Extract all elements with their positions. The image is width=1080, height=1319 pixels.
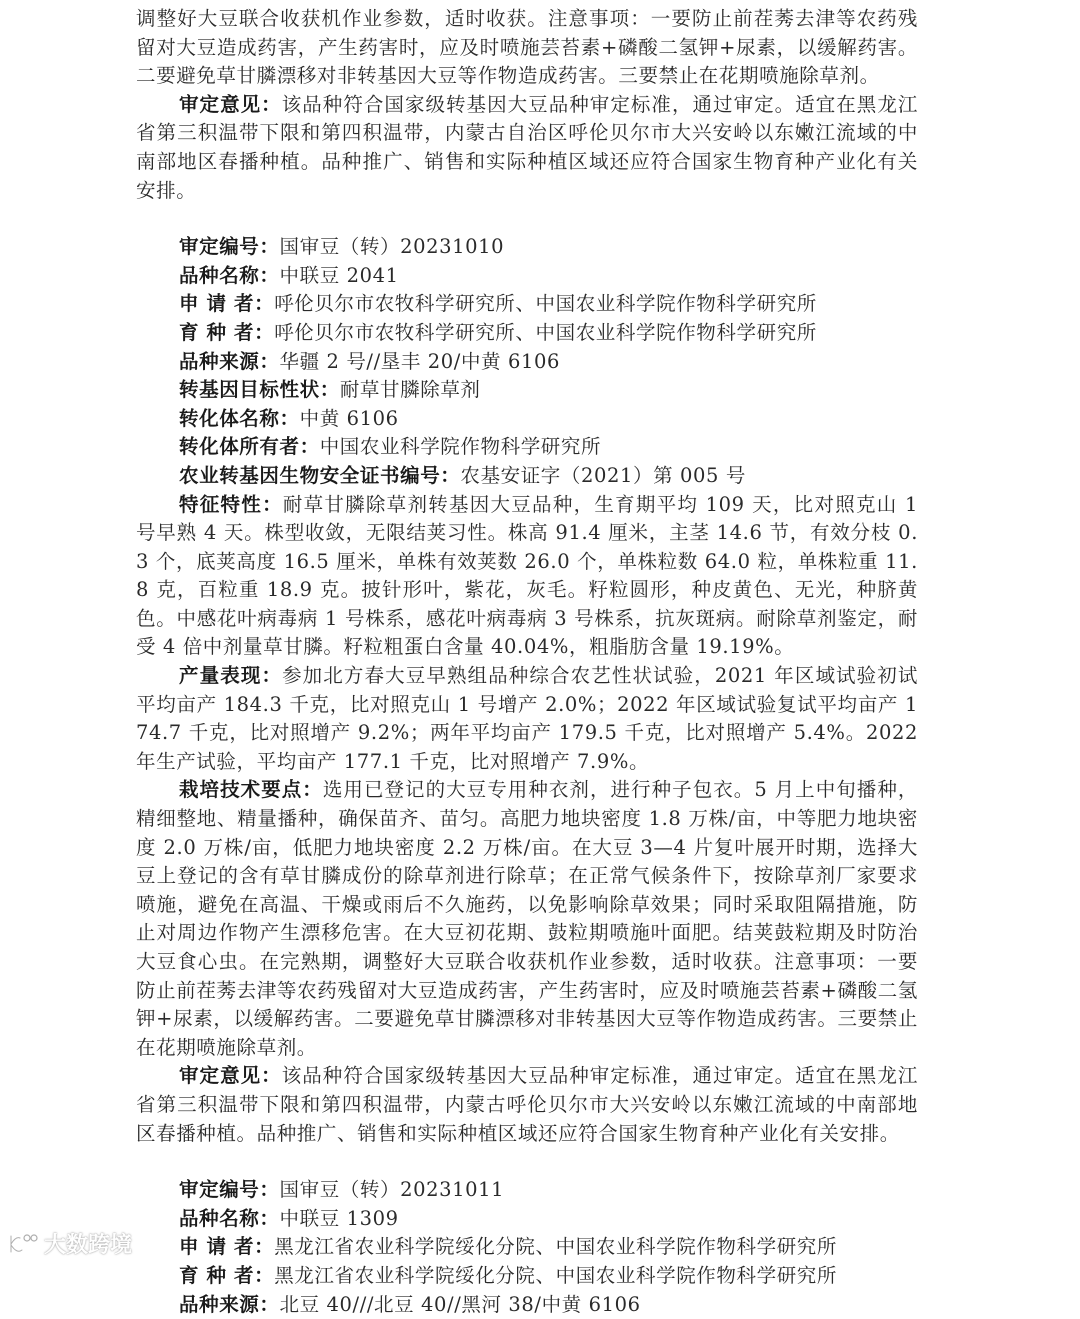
field-label: 申 请 者：	[179, 292, 275, 316]
paragraph-text: 选用已登记的大豆专用种衣剂，进行种子包衣。5 月上中旬播种，精细整地、精量播种，确保苗齐、苗匀。高肥力地块密度 1.8 万株/亩，中等肥力地块密度 2.0 万株/亩，低肥力地块密度 2.2 万株/亩。在大豆 3—4 片复叶展开时期，选择大豆上登记的含有草甘膦成份的除草剂进行除草；在正常气候条件下，按除草剂厂家要求喷施，避免在高温、干燥或雨后不久施药，以免影响除草效果；同时采取阻隔措施，防止对周边作物产生漂移危害。在大豆初花期、鼓粒期喷施叶面肥。结荚鼓粒期及时防治大豆食心虫。在完熟期，调整好大豆联合收获机作业参数，适时收获。注意事项：一要防止前茬莠去津等农药残留对大豆造成药害，产生药害时，应及时喷施芸苔素+磷酸二氢钾+尿素，以缓解药害。二要避免草甘膦漂移对非转基因大豆等作物造成药害。三要禁止在花期喷施除草剂。	[136, 778, 918, 1059]
kdoo-logo-icon	[8, 1232, 38, 1256]
field-value: 呼伦贝尔市农牧科学研究所、中国农业科学院作物科学研究所	[274, 320, 817, 344]
field-variety-source	[136, 1291, 918, 1319]
field-variety-source	[136, 348, 918, 377]
field-label: 转基因目标性状：	[179, 378, 340, 402]
continuation-paragraph: 调整好大豆联合收获机作业参数，适时收获。注意事项：一要防止前茬莠去津等农药残留对大豆造成药害，产生药害时，应及时喷施芸苔素+磷酸二氢钾+尿素，以缓解药害。二要避免草甘膦漂移对非转基因大豆等作物造成药害。三要禁止在花期喷施除草剂。	[136, 7, 918, 88]
field-label: 审定编号：	[179, 1178, 280, 1202]
paragraph-label: 栽培技术要点：	[179, 778, 323, 802]
field-label: 育 种 者：	[179, 1263, 275, 1287]
field-label: 农业转基因生物安全证书编号：	[179, 463, 461, 487]
watermark-text: 大数跨境	[44, 1233, 133, 1258]
field-value: 耐草甘膦除草剂	[339, 378, 481, 402]
approval-opinion-paragraph	[136, 1062, 918, 1148]
field-value: 农基安证字（2021）第 005 号	[460, 463, 746, 487]
field-transformant-name	[136, 405, 918, 434]
field-label: 品种名称：	[179, 1206, 280, 1230]
field-label: 育 种 者：	[179, 320, 275, 344]
field-breeder	[136, 1262, 918, 1291]
field-label: 品种来源：	[179, 1292, 280, 1316]
approval-opinion-label: 审定意见：	[179, 92, 282, 116]
field-value: 黑龙江省农业科学院绥化分院、中国农业科学院作物科学研究所	[274, 1263, 837, 1287]
field-value: 黑龙江省农业科学院绥化分院、中国农业科学院作物科学研究所	[274, 1235, 837, 1259]
section-spacer	[136, 1148, 918, 1176]
field-value: 北豆 40///北豆 40//黑河 38/中黄 6106	[279, 1292, 641, 1316]
field-breeder	[136, 319, 918, 348]
yield-paragraph	[136, 662, 918, 776]
document-page	[136, 5, 918, 1319]
field-value: 中黄 6106	[299, 406, 399, 430]
field-applicant	[136, 1233, 918, 1262]
field-label: 品种名称：	[179, 263, 280, 287]
approval-opinion-text: 该品种符合国家级转基因大豆品种审定标准，通过审定。适宜在黑龙江省第三积温带下限和第四积温带，内蒙古自治区呼伦贝尔市大兴安岭以东嫩江流域的中南部地区春播种植。品种推广、销售和实际种植区域还应符合国家生物育种产业化有关安排。	[136, 92, 918, 202]
variety-entry-zhonglian-1309	[136, 1176, 918, 1319]
field-transformant-owner	[136, 433, 918, 462]
paragraph-label: 产量表现：	[179, 664, 283, 688]
field-approval-number	[136, 233, 918, 262]
cultivation-paragraph	[136, 776, 918, 1062]
field-value: 中国农业科学院作物科学研究所	[319, 435, 602, 459]
field-biosafety-certificate	[136, 462, 918, 491]
paragraph-text: 耐草甘膦除草剂转基因大豆品种，生育期平均 109 天，比对照克山 1 号早熟 4 天。株型收敛，无限结荚习性。株高 91.4 厘米，主茎 14.6 节，有效分枝 0.3 个，底荚高度 16.5 厘米，单株有效荚数 26.0 个，单株粒数 64.0 粒，单株粒重 11.8 克，百粒重 18.9 克。披针形叶，紫花，灰毛。籽粒圆形，种皮黄色、无光，种脐黄色。中感花叶病毒病 1 号株系，感花叶病毒病 3 号株系，抗灰斑病。耐除草剂鉴定，耐受 4 倍中剂量草甘膦。籽粒粗蛋白含量 40.04%，粗脂肪含量 19.19%。	[136, 492, 918, 659]
field-value: 国审豆（转）20231011	[279, 1178, 505, 1202]
paragraph-text: 该品种符合国家级转基因大豆品种审定标准，通过审定。适宜在黑龙江省第三积温带下限和第四积温带，内蒙古呼伦贝尔市大兴安岭以东嫩江流域的中南部地区春播种植。品种推广、销售和实际种植区域还应符合国家生物育种产业化有关安排。	[136, 1064, 918, 1145]
field-approval-number	[136, 1176, 918, 1205]
watermark	[8, 1228, 132, 1259]
field-value: 呼伦贝尔市农牧科学研究所、中国农业科学院作物科学研究所	[274, 292, 817, 316]
field-label: 品种来源：	[179, 349, 280, 373]
field-value: 中联豆 1309	[279, 1206, 399, 1230]
field-transgenic-trait	[136, 376, 918, 405]
section-spacer	[136, 205, 918, 233]
field-applicant	[136, 290, 918, 319]
approval-opinion-paragraph	[136, 91, 918, 205]
field-value: 中联豆 2041	[279, 263, 399, 287]
variety-entry-zhonglian-2041	[136, 233, 918, 1148]
field-variety-name	[136, 1205, 918, 1234]
field-label: 转化体所有者：	[179, 435, 320, 459]
field-value: 华疆 2 号//垦丰 20/中黄 6106	[279, 349, 560, 373]
field-variety-name	[136, 262, 918, 291]
paragraph-label: 特征特性：	[179, 492, 283, 516]
paragraph-text: 参加北方春大豆早熟组品种综合农艺性状试验，2021 年区域试验初试平均亩产 184.3 千克，比对照克山 1 号增产 2.0%；2022 年区域试验复试平均亩产 174.7 千克，比对照增产 9.2%；两年平均亩产 179.5 千克，比对照增产 5.4%。2022 年生产试验，平均亩产 177.1 千克，比对照增产 7.9%。	[136, 664, 918, 773]
field-label: 申 请 者：	[179, 1235, 275, 1259]
field-label: 转化体名称：	[179, 406, 300, 430]
characteristics-paragraph	[136, 491, 918, 663]
field-label: 审定编号：	[179, 235, 280, 259]
field-value: 国审豆（转）20231010	[279, 235, 505, 259]
paragraph-label: 审定意见：	[179, 1064, 282, 1088]
